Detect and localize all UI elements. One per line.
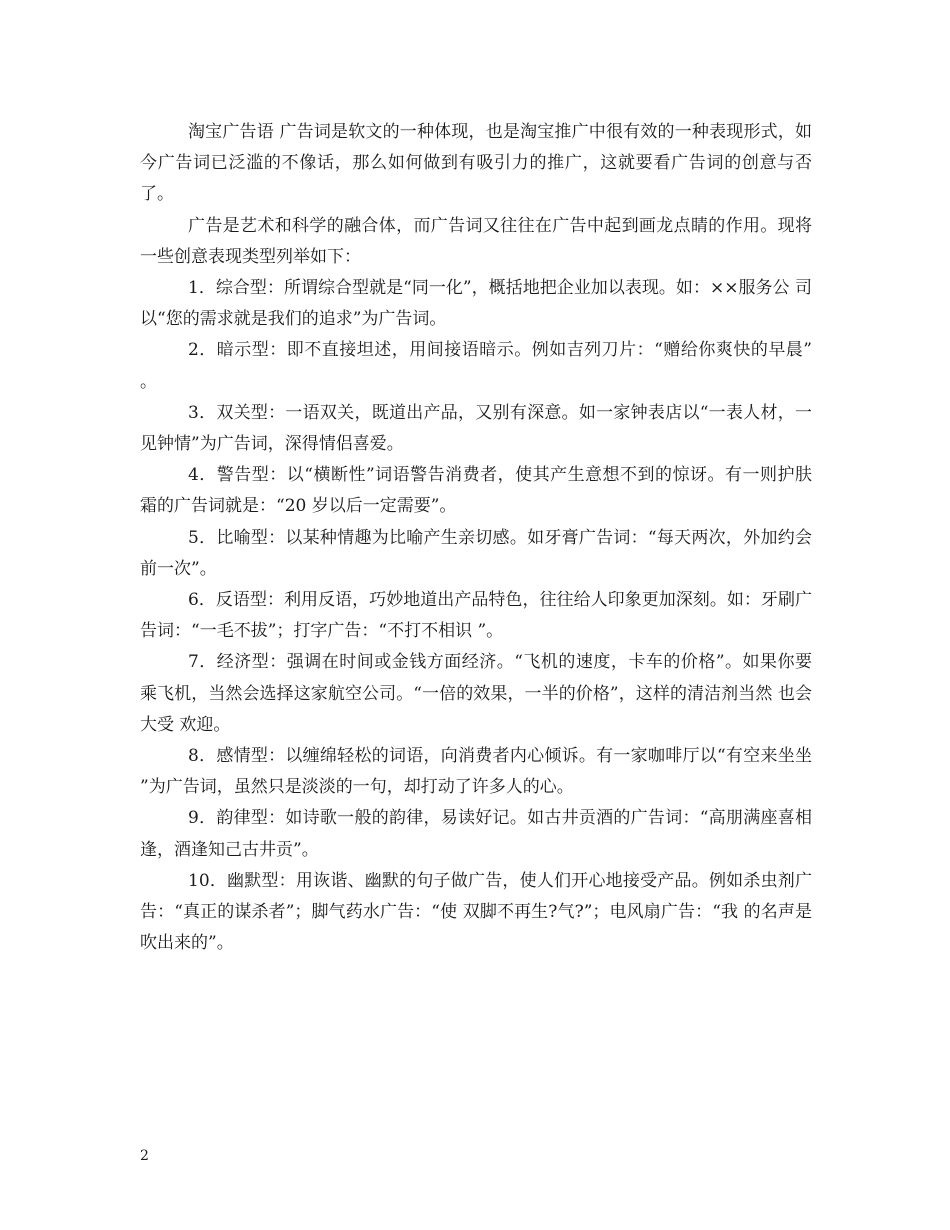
list-item-implicit: 2．暗示型：即不直接坦述，用间接语暗示。例如吉列刀片：“赠给你爽快的早晨” 。: [140, 340, 812, 392]
list-item-irony: 6．反语型：利用反语，巧妙地道出产品特色，往往给人印象更加深刻。如：牙刷广 告词：“一毛不拔”；打字广告：“不打不相识 ”。: [140, 590, 812, 642]
intro-paragraph: 淘宝广告语 广告词是软文的一种体现，也是淘宝推广中很有效的一种表现形式，如今广告词已泛滥的不像话，那么如何做到有吸引力的推广，这就要看广告词的创意与否了。: [140, 122, 812, 205]
list-item-rhythm: 9．韵律型：如诗歌一般的韵律，易读好记。如古井贡酒的广告词：“高朋满座喜相 逢，酒逢知己古井贡”。: [140, 808, 812, 860]
list-item-humor: 10．幽默型：用诙谐、幽默的句子做广告，使人们开心地接受产品。例如杀虫剂广 告：“真正的谋杀者”；脚气药水广告：“使 双脚不再生?气?”；电风扇广告：“我 的名声是吹出来的”。: [140, 870, 812, 954]
page-number: 2: [140, 1148, 149, 1164]
document-body: [140, 117, 812, 959]
list-item-pun: 3．双关型：一语双关，既道出产品，又别有深意。如一家钟表店以“一表人材，一 见钟情”为广告词，深得情侣喜爱。: [140, 402, 812, 455]
list-item-metaphor: 5．比喻型：以某种情趣为比喻产生亲切感。如牙膏广告词：“每天两次，外加约会 前一次”。: [140, 527, 812, 579]
list-item-warning: 4．警告型：以“横断性”词语警告消费者，使其产生意想不到的惊讶。有一则护肤 霜的广告词就是：“20 岁以后一定需要”。: [140, 465, 812, 517]
list-item-comprehensive: 1．综合型：所谓综合型就是“同一化”，概括地把企业加以表现。如：××服务公 司以“您的需求就是我们的追求”为广告词。: [140, 278, 812, 330]
list-item-economy: 7．经济型：强调在时间或金钱方面经济。“飞机的速度，卡车的价格”。如果你要 乘飞机，当然会选择这家航空公司。“一倍的效果，一半的价格”，这样的清洁剂当然 也会大受 欢迎。: [140, 652, 812, 735]
list-item-emotion: 8．感情型：以缠绵轻松的词语，向消费者内心倾诉。有一家咖啡厅以“有空来坐坐 ”为广告词，虽然只是淡淡的一句，却打动了许多人的心。: [140, 746, 812, 798]
overview-paragraph: 广告是艺术和科学的融合体，而广告词又往往在广告中起到画龙点睛的作用。现将一些创意表现类型列举如下：: [140, 215, 812, 267]
